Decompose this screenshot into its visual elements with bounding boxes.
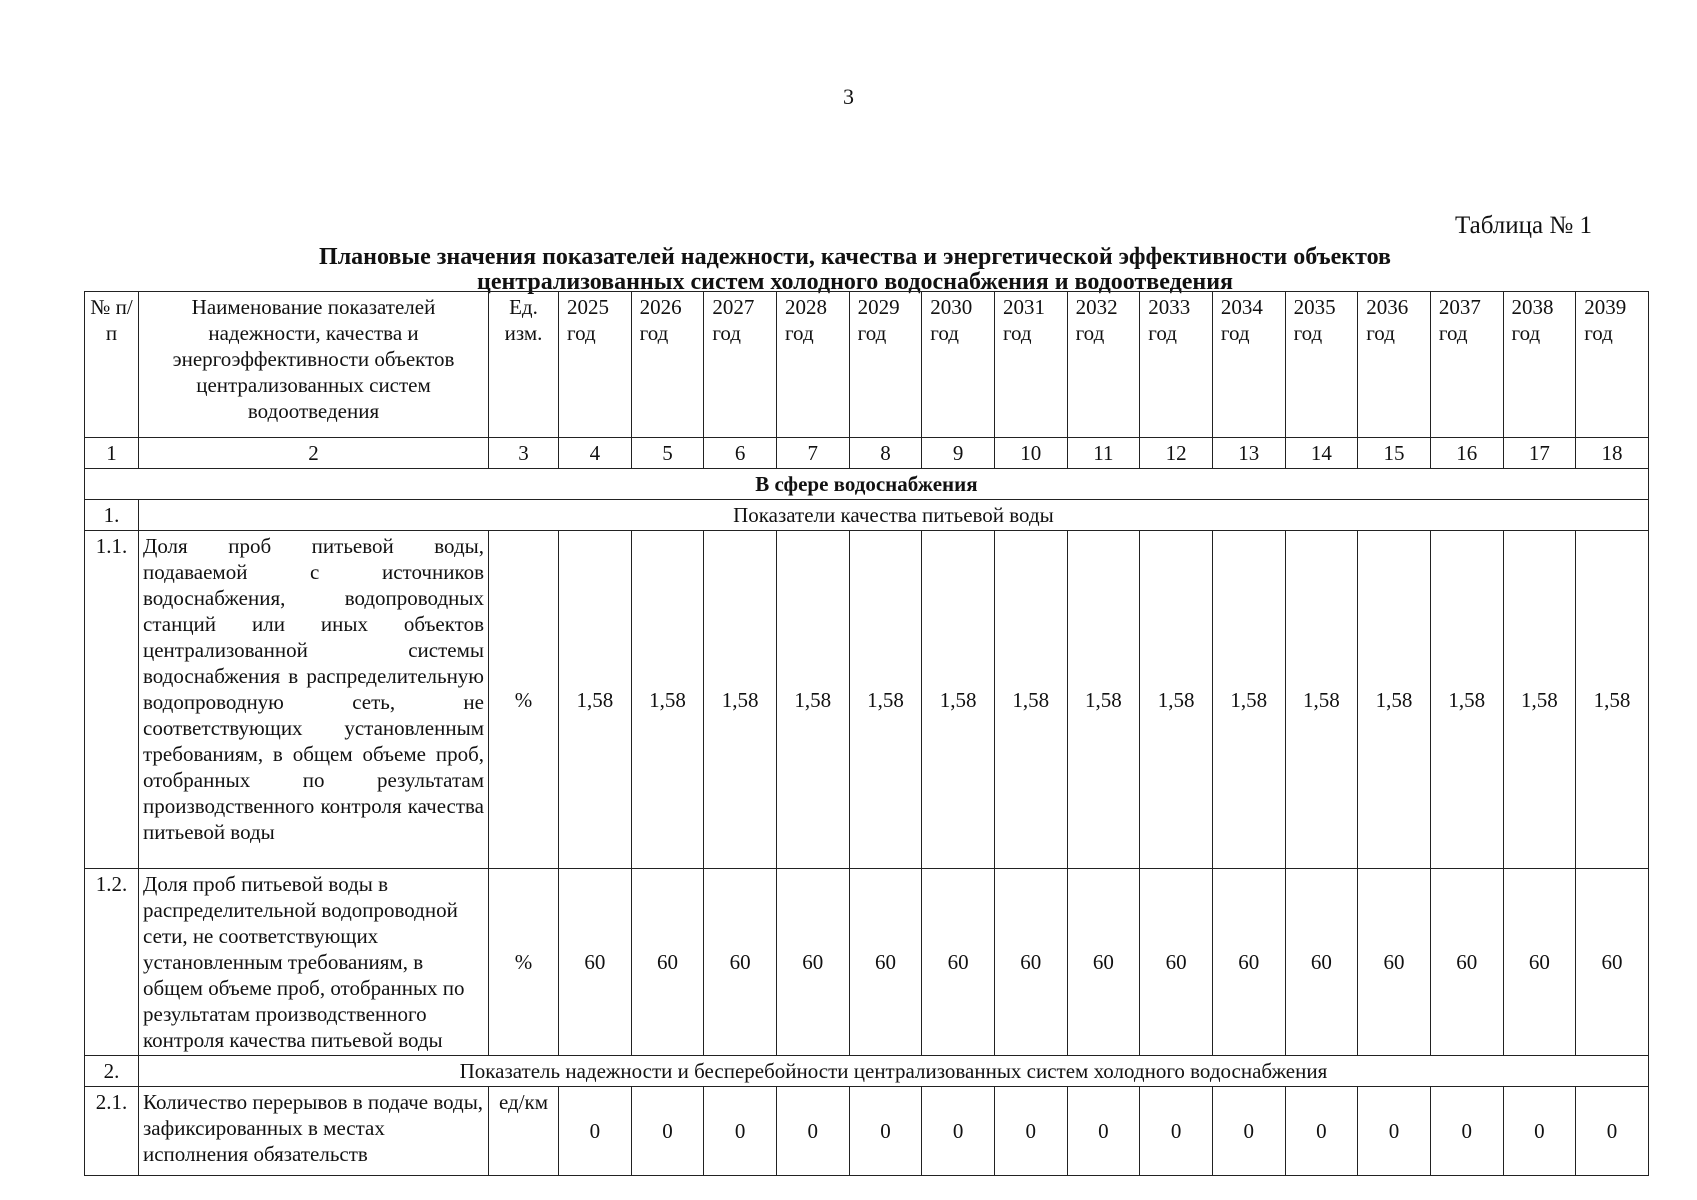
section-title: В сфере водоснабжения — [85, 469, 1649, 500]
row-value-cell: 1,58 — [1576, 531, 1649, 869]
column-index-cell: 3 — [489, 438, 559, 469]
row-value-cell: 60 — [994, 869, 1067, 1056]
indicators-table — [84, 291, 1649, 1176]
header-row — [85, 292, 1649, 438]
column-index-cell: 4 — [559, 438, 632, 469]
row-unit-cell: % — [489, 531, 559, 869]
column-index-cell: 14 — [1285, 438, 1358, 469]
row-value-cell: 1,58 — [1212, 531, 1285, 869]
row-value-cell: 1,58 — [849, 531, 922, 869]
table-row — [85, 869, 1649, 1056]
column-index-cell: 2 — [139, 438, 489, 469]
row-value-cell: 1,58 — [776, 531, 849, 869]
row-value-cell: 0 — [631, 1087, 704, 1176]
group-num-cell: 2. — [85, 1056, 139, 1087]
document-title-line-2: централизованных систем холодного водоснабжения и водоотведения — [476, 269, 1234, 295]
header-year-cell: 2034 год — [1212, 292, 1285, 438]
row-value-cell: 60 — [922, 869, 995, 1056]
row-value-cell: 60 — [1212, 869, 1285, 1056]
row-value-cell: 1,58 — [1067, 531, 1140, 869]
row-value-cell: 0 — [1503, 1087, 1576, 1176]
header-year-cell: 2036 год — [1358, 292, 1431, 438]
row-value-cell: 0 — [922, 1087, 995, 1176]
row-value-cell: 0 — [1285, 1087, 1358, 1176]
row-name-cell: Доля проб питьевой воды в распределительной водопроводной сети, не соответствующих установленным требованиям, в общем объеме проб, отобранных по результатам производственного контроля качества питьевой воды — [139, 869, 489, 1056]
row-value-cell: 1,58 — [1140, 531, 1213, 869]
header-year-cell: 2028 год — [776, 292, 849, 438]
row-value-cell: 1,58 — [704, 531, 777, 869]
row-value-cell: 1,58 — [1358, 531, 1431, 869]
row-value-cell: 60 — [559, 869, 632, 1056]
header-year-cell: 2029 год — [849, 292, 922, 438]
group-title: Показатели качества питьевой воды — [139, 500, 1649, 531]
row-value-cell: 60 — [704, 869, 777, 1056]
header-year-cell: 2039 год — [1576, 292, 1649, 438]
column-index-cell: 5 — [631, 438, 704, 469]
row-value-cell: 60 — [1067, 869, 1140, 1056]
header-year-cell: 2035 год — [1285, 292, 1358, 438]
header-name-cell: Наименование показателей надежности, качества и энергоэффективности объектов централизованных систем водоотведения — [139, 292, 489, 438]
row-value-cell: 1,58 — [1430, 531, 1503, 869]
column-index-cell: 1 — [85, 438, 139, 469]
row-value-cell: 60 — [1358, 869, 1431, 1056]
header-year-cell: 2031 год — [994, 292, 1067, 438]
row-num-cell: 1.2. — [85, 869, 139, 1056]
column-index-cell: 15 — [1358, 438, 1431, 469]
row-unit-cell: % — [489, 869, 559, 1056]
row-value-cell: 60 — [1576, 869, 1649, 1056]
row-value-cell: 0 — [1212, 1087, 1285, 1176]
row-value-cell: 1,58 — [1285, 531, 1358, 869]
header-year-cell: 2030 год — [922, 292, 995, 438]
header-year-cell: 2033 год — [1140, 292, 1213, 438]
row-num-cell: 2.1. — [85, 1087, 139, 1176]
row-value-cell: 60 — [1503, 869, 1576, 1056]
header-year-cell: 2038 год — [1503, 292, 1576, 438]
document-title — [80, 245, 1630, 295]
row-value-cell: 0 — [559, 1087, 632, 1176]
page-number: 3 — [843, 84, 854, 109]
section-row — [85, 469, 1649, 500]
row-value-cell: 0 — [1067, 1087, 1140, 1176]
column-index-cell: 10 — [994, 438, 1067, 469]
header-year-cell: 2027 год — [704, 292, 777, 438]
row-unit-cell: ед/км — [489, 1087, 559, 1176]
column-index-cell: 8 — [849, 438, 922, 469]
header-year-cell: 2037 год — [1430, 292, 1503, 438]
row-num-cell: 1.1. — [85, 531, 139, 869]
group-title: Показатель надежности и бесперебойности централизованных систем холодного водоснабжения — [139, 1056, 1649, 1087]
table-row — [85, 1087, 1649, 1176]
table-row — [85, 531, 1649, 869]
row-name-cell: Количество перерывов в подаче воды, зафиксированных в местах исполнения обязательств — [139, 1087, 489, 1176]
row-value-cell: 0 — [849, 1087, 922, 1176]
column-index-cell: 16 — [1430, 438, 1503, 469]
header-year-cell: 2025 год — [559, 292, 632, 438]
row-value-cell: 1,58 — [631, 531, 704, 869]
row-value-cell: 0 — [1576, 1087, 1649, 1176]
header-year-cell: 2026 год — [631, 292, 704, 438]
column-index-cell: 13 — [1212, 438, 1285, 469]
row-value-cell: 1,58 — [1503, 531, 1576, 869]
row-value-cell: 60 — [776, 869, 849, 1056]
row-value-cell: 60 — [849, 869, 922, 1056]
header-num-cell: № п/п — [85, 292, 139, 438]
column-index-cell: 6 — [704, 438, 777, 469]
row-name-cell: Доля проб питьевой воды, подаваемой с источников водоснабжения, водопроводных станций или иных объектов централизованной системы водоснабжения в распределительную водопроводную сеть, не соответствующих установленным требованиям, в общем объеме проб, отобранных по результатам производственного контроля качества питьевой воды — [139, 531, 489, 869]
row-value-cell: 1,58 — [922, 531, 995, 869]
header-unit-cell: Ед. изм. — [489, 292, 559, 438]
row-value-cell: 60 — [631, 869, 704, 1056]
row-value-cell: 0 — [994, 1087, 1067, 1176]
document-title-line-1: Плановые значения показателей надежности, качества и энергетической эффективности объектов — [319, 244, 1391, 270]
column-index-row — [85, 438, 1649, 469]
group-num-cell: 1. — [85, 500, 139, 531]
group-row — [85, 1056, 1649, 1087]
row-value-cell: 1,58 — [559, 531, 632, 869]
column-index-cell: 11 — [1067, 438, 1140, 469]
row-value-cell: 1,58 — [994, 531, 1067, 869]
row-value-cell: 0 — [1140, 1087, 1213, 1176]
header-year-cell: 2032 год — [1067, 292, 1140, 438]
table-caption: Таблица № 1 — [1454, 212, 1592, 239]
row-value-cell: 60 — [1285, 869, 1358, 1056]
column-index-cell: 18 — [1576, 438, 1649, 469]
column-index-cell: 7 — [776, 438, 849, 469]
row-value-cell: 60 — [1430, 869, 1503, 1056]
row-value-cell: 0 — [1358, 1087, 1431, 1176]
column-index-cell: 12 — [1140, 438, 1213, 469]
row-value-cell: 0 — [704, 1087, 777, 1176]
column-index-cell: 17 — [1503, 438, 1576, 469]
group-row — [85, 500, 1649, 531]
row-value-cell: 60 — [1140, 869, 1213, 1056]
row-value-cell: 0 — [1430, 1087, 1503, 1176]
column-index-cell: 9 — [922, 438, 995, 469]
row-value-cell: 0 — [776, 1087, 849, 1176]
